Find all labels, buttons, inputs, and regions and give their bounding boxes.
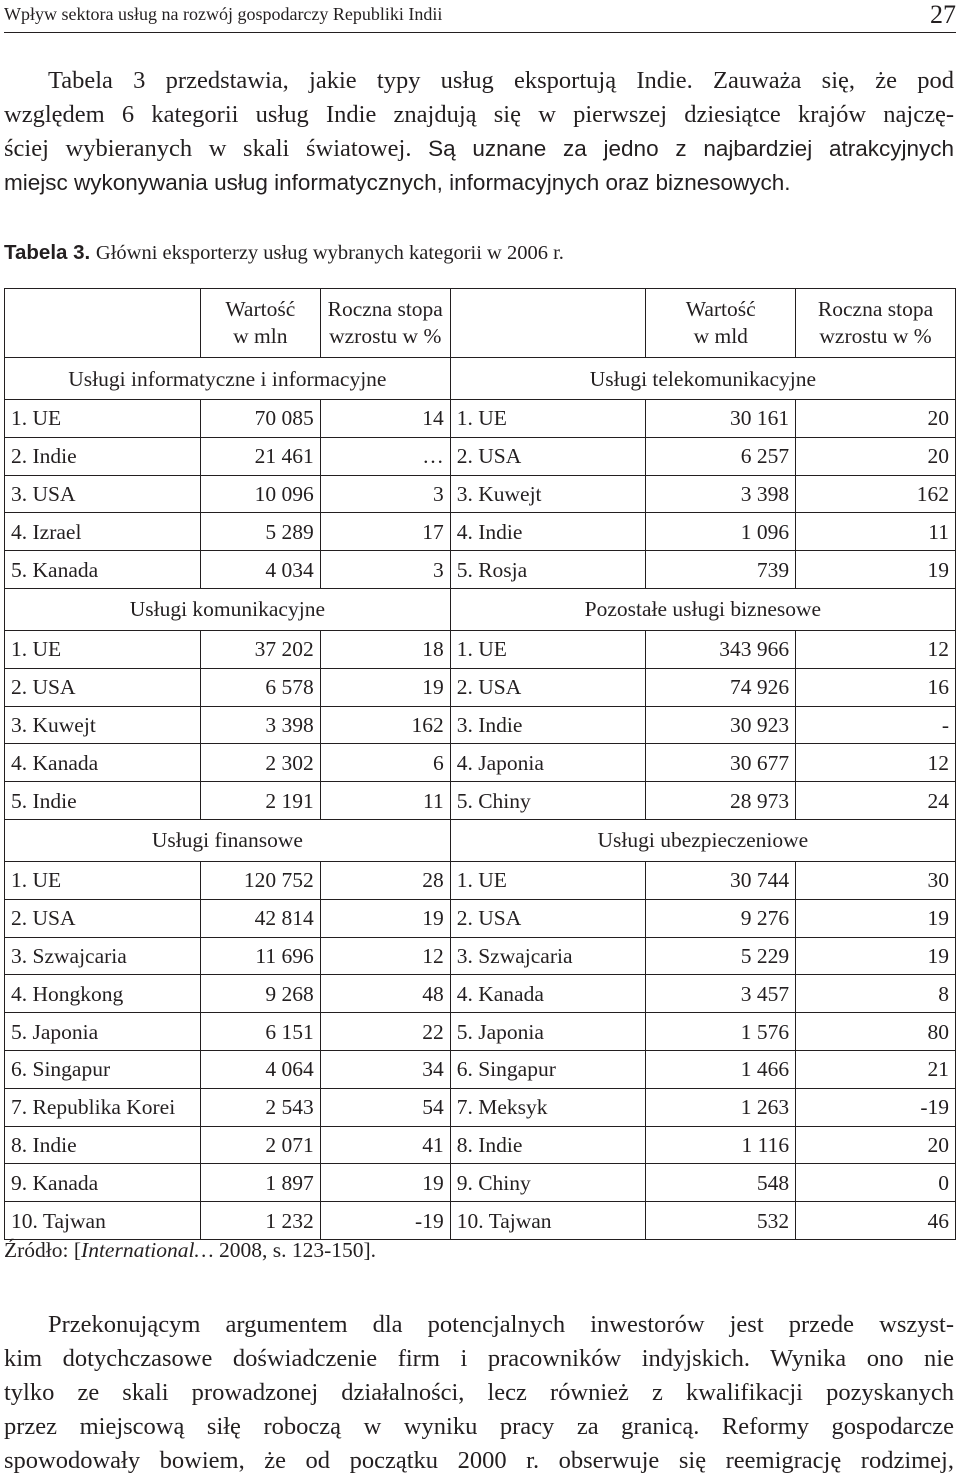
- value-cell: 2 302: [200, 744, 320, 782]
- section-title-left: Usługi finansowe: [5, 819, 451, 861]
- country-cell: 7. Meksyk: [450, 1088, 646, 1126]
- paragraph-line: spowodowały bowiem, że od początku 2000 r. obserwuje się reemigrację rodzimej,: [4, 1447, 954, 1474]
- growth-cell: 19: [796, 937, 956, 975]
- value-cell: 74 926: [646, 668, 796, 706]
- country-cell: 3. Szwajcaria: [450, 937, 646, 975]
- paragraph-line: tylko ze skali prowadzonej działalności, lecz również z kwalifikacji pozyskanych: [4, 1379, 954, 1406]
- value-cell: 120 752: [200, 861, 320, 899]
- source-prefix: Źródło: [: [4, 1238, 82, 1262]
- growth-cell: -19: [320, 1202, 450, 1240]
- value-cell: 1 096: [646, 513, 796, 551]
- section-title-row: [5, 588, 956, 630]
- value-cell: 343 966: [646, 630, 796, 668]
- value-cell: 739: [646, 551, 796, 589]
- value-cell: 11 696: [200, 937, 320, 975]
- country-cell: 1. UE: [450, 861, 646, 899]
- growth-cell: 22: [320, 1013, 450, 1051]
- country-cell: 2. USA: [450, 668, 646, 706]
- table-row: [5, 937, 956, 975]
- growth-cell: 48: [320, 975, 450, 1013]
- growth-cell: 80: [796, 1013, 956, 1051]
- section-title-right: Usługi ubezpieczeniowe: [450, 819, 955, 861]
- value-cell: 10 096: [200, 475, 320, 513]
- section-title-left: Usługi informatyczne i informacyjne: [5, 358, 451, 400]
- caption-label: Tabela 3.: [4, 241, 91, 264]
- growth-cell: 12: [796, 630, 956, 668]
- value-cell: 3 457: [646, 975, 796, 1013]
- value-cell: 1 116: [646, 1126, 796, 1164]
- value-cell: 3 398: [646, 475, 796, 513]
- growth-cell: 16: [796, 668, 956, 706]
- growth-cell: 19: [320, 668, 450, 706]
- country-cell: 1. UE: [5, 400, 201, 438]
- table-header-row: [5, 289, 956, 358]
- caption-text: Główni eksporterzy usług wybranych kategorii w 2006 r.: [95, 242, 564, 264]
- header-empty-cell: [450, 289, 646, 358]
- country-cell: 8. Indie: [5, 1126, 201, 1164]
- value-cell: 6 151: [200, 1013, 320, 1051]
- country-cell: 3. Szwajcaria: [5, 937, 201, 975]
- value-cell: 1 466: [646, 1050, 796, 1088]
- country-cell: 6. Singapur: [450, 1050, 646, 1088]
- table-row: [5, 1013, 956, 1051]
- value-cell: 21 461: [200, 437, 320, 475]
- paragraph-line: względem 6 kategorii usług Indie znajdują się w pierwszej dziesiątce krajów najczę-: [4, 101, 954, 128]
- table-row: [5, 1202, 956, 1240]
- value-cell: 30 744: [646, 861, 796, 899]
- table-row: [5, 1126, 956, 1164]
- table-row: [5, 475, 956, 513]
- growth-cell: 17: [320, 513, 450, 551]
- country-cell: 2. USA: [5, 668, 201, 706]
- country-cell: 4. Indie: [450, 513, 646, 551]
- growth-cell: 20: [796, 400, 956, 438]
- value-cell: 2 071: [200, 1126, 320, 1164]
- table-row: [5, 668, 956, 706]
- table-source: [4, 1238, 376, 1263]
- value-cell: 6 578: [200, 668, 320, 706]
- growth-cell: 41: [320, 1126, 450, 1164]
- paragraph-line-sans: miejsc wykonywania usług informatycznych, informacyjnych oraz biznesowych.: [4, 170, 791, 195]
- header-growth-left: Roczna stopa wzrostu w %: [320, 289, 450, 358]
- country-cell: 1. UE: [5, 630, 201, 668]
- paragraph-line: kim dotychczasowe doświadczenie firm i pracowników indyjskich. Wynika ono nie: [4, 1345, 954, 1372]
- paragraph-closing: [4, 1308, 954, 1478]
- growth-cell: 8: [796, 975, 956, 1013]
- table-row: [5, 437, 956, 475]
- country-cell: 5. Japonia: [450, 1013, 646, 1051]
- value-cell: 1 263: [646, 1088, 796, 1126]
- section-title-left: Usługi komunikacyjne: [5, 588, 451, 630]
- value-cell: 1 576: [646, 1013, 796, 1051]
- country-cell: 4. Kanada: [450, 975, 646, 1013]
- country-cell: 2. USA: [5, 899, 201, 937]
- table-row: [5, 744, 956, 782]
- country-cell: 8. Indie: [450, 1126, 646, 1164]
- growth-cell: 14: [320, 400, 450, 438]
- header-empty-cell: [5, 289, 201, 358]
- country-cell: 2. Indie: [5, 437, 201, 475]
- table-row: [5, 513, 956, 551]
- growth-cell: 162: [320, 706, 450, 744]
- growth-cell: 11: [320, 782, 450, 820]
- country-cell: 4. Hongkong: [5, 975, 201, 1013]
- section-title-right: Usługi telekomunikacyjne: [450, 358, 955, 400]
- growth-cell: 28: [320, 861, 450, 899]
- value-cell: 30 161: [646, 400, 796, 438]
- header-value-mln: Wartość w mln: [200, 289, 320, 358]
- paragraph-line: przez miejscową siłę roboczą w wyniku pracy za granicą. Reformy gospodarcze: [4, 1413, 954, 1440]
- header-growth-right: Roczna stopa wzrostu w %: [796, 289, 956, 358]
- page-number: 27: [930, 0, 956, 29]
- growth-cell: 21: [796, 1050, 956, 1088]
- paragraph-line: Przekonującym argumentem dla potencjalnych inwestorów jest przede wszyst-: [48, 1311, 954, 1338]
- growth-cell: 18: [320, 630, 450, 668]
- growth-cell: 3: [320, 551, 450, 589]
- running-head: [4, 0, 956, 34]
- country-cell: 4. Japonia: [450, 744, 646, 782]
- value-cell: 2 191: [200, 782, 320, 820]
- growth-cell: 12: [796, 744, 956, 782]
- country-cell: 7. Republika Korei: [5, 1088, 201, 1126]
- table-row: [5, 861, 956, 899]
- country-cell: 1. UE: [450, 630, 646, 668]
- growth-cell: 46: [796, 1202, 956, 1240]
- growth-cell: 162: [796, 475, 956, 513]
- country-cell: 5. Indie: [5, 782, 201, 820]
- paragraph-line: Tabela 3 przedstawia, jakie typy usług eksportują Indie. Zauważa się, że pod: [48, 67, 954, 94]
- table-row: [5, 1050, 956, 1088]
- value-cell: 9 268: [200, 975, 320, 1013]
- country-cell: 5. Chiny: [450, 782, 646, 820]
- header-rule: [4, 32, 956, 33]
- value-cell: 3 398: [200, 706, 320, 744]
- country-cell: 5. Kanada: [5, 551, 201, 589]
- value-cell: 42 814: [200, 899, 320, 937]
- country-cell: 4. Kanada: [5, 744, 201, 782]
- value-cell: 6 257: [646, 437, 796, 475]
- growth-cell: 20: [796, 437, 956, 475]
- country-cell: 5. Rosja: [450, 551, 646, 589]
- growth-cell: …: [320, 437, 450, 475]
- table-row: [5, 782, 956, 820]
- table-row: [5, 975, 956, 1013]
- source-suffix: 2008, s. 123-150].: [213, 1238, 377, 1262]
- value-cell: 5 289: [200, 513, 320, 551]
- table-row: [5, 706, 956, 744]
- exporters-table: [4, 288, 956, 1240]
- country-cell: 9. Chiny: [450, 1164, 646, 1202]
- country-cell: 3. Kuwejt: [5, 706, 201, 744]
- growth-cell: 54: [320, 1088, 450, 1126]
- table-row: [5, 899, 956, 937]
- growth-cell: 3: [320, 475, 450, 513]
- table-row: [5, 551, 956, 589]
- growth-cell: 34: [320, 1050, 450, 1088]
- country-cell: 6. Singapur: [5, 1050, 201, 1088]
- table-caption: [4, 241, 564, 265]
- growth-cell: 6: [320, 744, 450, 782]
- header-value-mld: Wartość w mld: [646, 289, 796, 358]
- country-cell: 2. USA: [450, 899, 646, 937]
- country-cell: 3. Kuwejt: [450, 475, 646, 513]
- country-cell: 1. UE: [450, 400, 646, 438]
- growth-cell: 30: [796, 861, 956, 899]
- growth-cell: 19: [796, 899, 956, 937]
- value-cell: 37 202: [200, 630, 320, 668]
- growth-cell: -: [796, 706, 956, 744]
- country-cell: 10. Tajwan: [5, 1202, 201, 1240]
- value-cell: 70 085: [200, 400, 320, 438]
- growth-cell: 19: [320, 1164, 450, 1202]
- value-cell: 30 923: [646, 706, 796, 744]
- country-cell: 3. USA: [5, 475, 201, 513]
- paragraph-line-sans: Są uznane za jedno z najbardziej atrakcyjnych: [428, 136, 955, 161]
- paragraph-intro: [4, 64, 954, 200]
- country-cell: 10. Tajwan: [450, 1202, 646, 1240]
- paragraph-line: ściej wybieranych w skali światowej.: [4, 135, 412, 162]
- value-cell: 28 973: [646, 782, 796, 820]
- value-cell: 4 034: [200, 551, 320, 589]
- section-title-right: Pozostałe usługi biznesowe: [450, 588, 955, 630]
- value-cell: 4 064: [200, 1050, 320, 1088]
- value-cell: 5 229: [646, 937, 796, 975]
- value-cell: 9 276: [646, 899, 796, 937]
- country-cell: 1. UE: [5, 861, 201, 899]
- country-cell: 9. Kanada: [5, 1164, 201, 1202]
- value-cell: 2 543: [200, 1088, 320, 1126]
- growth-cell: 0: [796, 1164, 956, 1202]
- growth-cell: 20: [796, 1126, 956, 1164]
- table-row: [5, 1164, 956, 1202]
- growth-cell: -19: [796, 1088, 956, 1126]
- section-title-row: [5, 819, 956, 861]
- table-row: [5, 1088, 956, 1126]
- country-cell: 3. Indie: [450, 706, 646, 744]
- country-cell: 5. Japonia: [5, 1013, 201, 1051]
- value-cell: 548: [646, 1164, 796, 1202]
- growth-cell: 11: [796, 513, 956, 551]
- country-cell: 2. USA: [450, 437, 646, 475]
- growth-cell: 12: [320, 937, 450, 975]
- growth-cell: 19: [796, 551, 956, 589]
- value-cell: 30 677: [646, 744, 796, 782]
- table-row: [5, 630, 956, 668]
- growth-cell: 19: [320, 899, 450, 937]
- source-italic: International…: [81, 1238, 214, 1262]
- table-row: [5, 400, 956, 438]
- value-cell: 1 232: [200, 1202, 320, 1240]
- country-cell: 4. Izrael: [5, 513, 201, 551]
- value-cell: 532: [646, 1202, 796, 1240]
- running-title: Wpływ sektora usług na rozwój gospodarczy Republiki Indii: [4, 4, 443, 24]
- value-cell: 1 897: [200, 1164, 320, 1202]
- section-title-row: [5, 358, 956, 400]
- growth-cell: 24: [796, 782, 956, 820]
